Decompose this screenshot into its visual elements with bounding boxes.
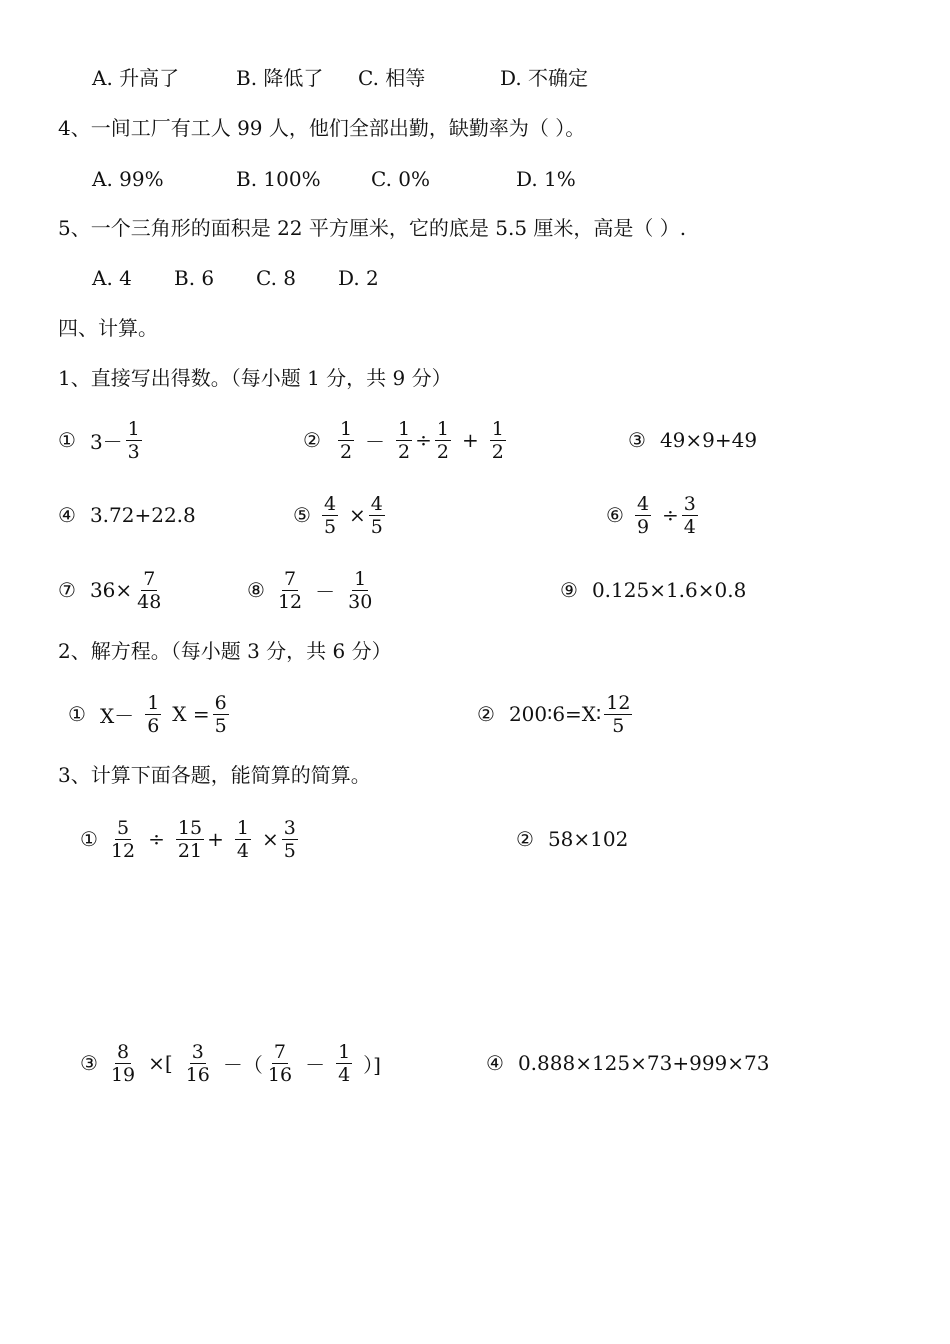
q4-option-c: C. 0%: [371, 167, 431, 191]
expr-text: 49×9+49: [659, 428, 758, 452]
p1-item-3: [628, 415, 757, 465]
expr-text: X =: [172, 702, 210, 726]
fraction: $\frac{1}{2}$: [491, 417, 504, 463]
p1-item-1: [58, 415, 145, 465]
item-number: ④: [486, 1051, 504, 1075]
fraction: $\frac{1}{30}$: [348, 567, 373, 613]
item-number: ③: [80, 1051, 98, 1075]
operator: ÷: [415, 428, 432, 452]
operator: ÷: [148, 827, 165, 851]
part1-title: 1、直接写出得数。（每小题 1 分，共 9 分）: [58, 366, 452, 390]
item-number: ③: [628, 428, 646, 452]
part2-title: 2、解方程。（每小题 3 分，共 6 分）: [58, 639, 392, 663]
fraction: $\frac{1}{2}$: [436, 417, 449, 463]
expr-text: 3.72+22.8: [89, 503, 196, 527]
p2-item-2: [477, 689, 635, 739]
operator: －: [305, 1052, 326, 1077]
fraction: $\frac{7}{48}$: [137, 567, 162, 613]
expr-text: 0.888×125×73+999×73: [517, 1051, 770, 1075]
p1-item-8: [247, 565, 377, 615]
fraction: $\frac{6}{5}$: [214, 691, 227, 737]
fraction: $\frac{15}{21}$: [177, 816, 203, 862]
fraction: $\frac{8}{19}$: [110, 1040, 136, 1086]
q5-option-c: C. 8: [256, 266, 297, 290]
operator: －: [365, 429, 386, 454]
p1-item-7: [58, 565, 166, 615]
operator: －（: [222, 1052, 263, 1077]
fraction: $\frac{12}{5}$: [606, 691, 631, 737]
fraction: $\frac{3}{16}$: [185, 1040, 210, 1086]
fraction: $\frac{1}{2}$: [339, 417, 353, 463]
fraction: $\frac{7}{12}$: [277, 567, 303, 613]
expr-text: 0.125×1.6×0.8: [591, 578, 747, 602]
fraction: $\frac{1}{2}$: [398, 417, 411, 463]
q3-option-d: D. 不确定: [500, 66, 589, 90]
item-number: ④: [58, 503, 76, 527]
p1-item-2: [303, 415, 509, 465]
operator: +: [207, 827, 224, 851]
fraction: $\frac{4}{9}$: [636, 492, 650, 538]
section-title: 四、计算。: [58, 316, 158, 340]
expr-text: 36×: [89, 578, 133, 602]
fraction: $\frac{5}{12}$: [110, 816, 136, 862]
operator: ×: [261, 827, 279, 851]
fraction: $\frac{1}{6}$: [147, 691, 160, 737]
expr-text: 3－: [89, 429, 123, 454]
q5-text: 5、一个三角形的面积是 22 平方厘米，它的底是 5.5 厘米，高是（ ）.: [58, 216, 687, 240]
q5-option-a: A. 4: [92, 266, 132, 290]
item-number: ②: [477, 702, 495, 726]
p1-item-6: [606, 490, 701, 540]
q5-option-b: B. 6: [174, 266, 215, 290]
p3-item-3: [80, 1038, 381, 1088]
item-number: ②: [303, 428, 321, 452]
p3-item-2: [516, 814, 628, 864]
p1-item-4: [58, 490, 196, 540]
p2-item-1: [68, 689, 232, 739]
item-number: ①: [68, 702, 86, 726]
fraction: $\frac{7}{16}$: [267, 1040, 293, 1086]
p3-item-1: [80, 814, 301, 864]
fraction: $\frac{4}{5}$: [370, 492, 383, 538]
q3-option-b: B. 降低了: [236, 66, 324, 90]
fraction: $\frac{3}{5}$: [283, 816, 296, 862]
operator: ×: [349, 503, 366, 527]
p1-item-5: [293, 490, 388, 540]
expr-text: X－: [99, 703, 135, 728]
part3-title: 3、计算下面各题，能简算的简算。: [58, 763, 371, 787]
item-number: ⑦: [58, 578, 76, 602]
item-number: ⑨: [560, 578, 578, 602]
fraction: $\frac{3}{4}$: [683, 492, 696, 538]
operator: ）]: [363, 1052, 381, 1077]
q4-option-b: B. 100%: [236, 167, 321, 191]
q5-option-d: D. 2: [338, 266, 379, 290]
item-number: ⑥: [606, 503, 624, 527]
p3-item-4: [486, 1038, 769, 1088]
fraction: $\frac{1}{3}$: [127, 417, 140, 463]
operator: ×[: [148, 1051, 173, 1075]
q4-option-a: A. 99%: [92, 167, 164, 191]
q4-option-d: D. 1%: [516, 167, 576, 191]
operator: ÷: [662, 503, 679, 527]
fraction: $\frac{1}{4}$: [338, 1040, 351, 1086]
q4-text: 4、一间工厂有工人 99 人，他们全部出勤，缺勤率为（ ）。: [58, 116, 586, 140]
operator: －: [315, 579, 336, 604]
item-number: ②: [516, 827, 534, 851]
item-number: ⑧: [247, 578, 265, 602]
expr-text: 58×102: [547, 827, 629, 851]
q3-option-a: A. 升高了: [92, 66, 180, 90]
q3-option-c: C. 相等: [358, 66, 426, 90]
fraction: $\frac{4}{5}$: [323, 492, 337, 538]
operator: +: [461, 428, 479, 452]
fraction: $\frac{1}{4}$: [236, 816, 249, 862]
item-number: ①: [80, 827, 98, 851]
item-number: ⑤: [293, 503, 311, 527]
item-number: ①: [58, 428, 76, 452]
p1-item-9: [560, 565, 746, 615]
expr-text: 200∶6=X∶: [508, 702, 602, 726]
